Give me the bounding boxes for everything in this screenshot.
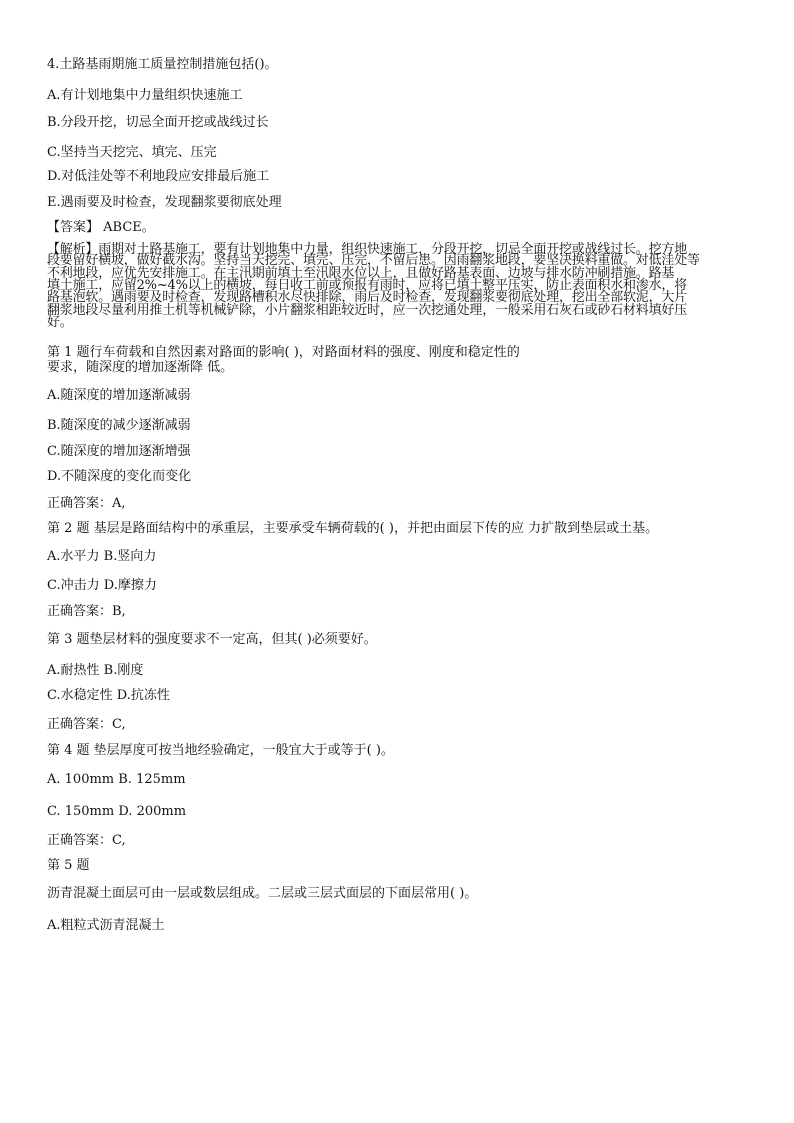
q4-options-line1: A. 100mm B. 125mm	[47, 772, 186, 787]
q5-title: 第 5 题	[47, 858, 90, 873]
q-prev-analysis-line: 填土施工，应留2%~4%以上的横坡，每日收工前或预报有雨时，应将已填土整平压实，防止表面积水和渗水，将	[47, 278, 687, 293]
q-prev-analysis-line: 翻浆地段尽量利用推土机等机械铲除，小片翻浆相距较近时，应一次挖通处理，一般采用石灰石或砂石材料填好压	[47, 303, 688, 318]
q4-answer: 正确答案：C,	[47, 833, 126, 848]
q1-option-b: B.随深度的减少逐渐减弱	[47, 418, 191, 433]
q1-option-a: A.随深度的增加逐渐减弱	[47, 388, 191, 403]
q-prev-option-d: D.对低洼处等不利地段应安排最后施工	[47, 169, 270, 184]
q-prev-option-c: C.坚持当天挖完、填完、压完	[47, 145, 217, 160]
q4-options-line2: C. 150mm D. 200mm	[47, 804, 187, 819]
q-prev-analysis-line: 不利地段，应优先安排施工。在主汛期前填土至汛限水位以上，且做好路基表面、边坡与排水防冲刷措施。路基	[47, 266, 675, 281]
q-prev-analysis-line: 好。	[47, 315, 73, 330]
q5-stem: 沥青混凝土面层可由一层或数层组成。二层或三层式面层的下面层常用( )。	[47, 886, 478, 901]
q3-answer: 正确答案：C,	[47, 717, 126, 732]
q2-options-line1: A.水平力 B.竖向力	[47, 549, 157, 564]
q2-stem: 第 2 题 基层是路面结构中的承重层，主要承受车辆荷载的( )，并把由面层下传的应 力扩散到垫层或土基。	[47, 521, 659, 536]
q2-options-line2: C.冲击力 D.摩擦力	[47, 578, 157, 593]
q2-answer: 正确答案：B,	[47, 604, 126, 619]
q3-options-line2: C.水稳定性 D.抗冻性	[47, 688, 170, 703]
q-prev-analysis-line: 路基泡软。遇雨要及时检查，发现路槽积水尽快排除，雨后及时检查，发现翻浆要彻底处理，挖出全部软泥，大片	[47, 290, 688, 305]
q-prev-option-e: E.遇雨要及时检查，发现翻浆要彻底处理	[47, 195, 282, 210]
q1-stem-line1: 第 1 题行车荷载和自然因素对路面的影响( )，对路面材料的强度、刚度和稳定性的	[47, 345, 520, 360]
q-prev-answer: 【答案】 ABCE。	[47, 220, 155, 235]
q4-stem: 第 4 题 垫层厚度可按当地经验确定，一般宜大于或等于( )。	[47, 743, 394, 758]
q1-option-d: D.不随深度的变化而变化	[47, 469, 192, 484]
q1-stem-line2: 要求，随深度的增加逐渐降 低。	[47, 360, 234, 375]
q-prev-option-b: B.分段开挖，切忌全面开挖或战线过长	[47, 115, 269, 130]
q-prev-analysis-line: 段要留好横坡，做好截水沟。坚持当天挖完、填完、压完，不留后患。因雨翻浆地段，要坚决换料重做。对低洼处等	[47, 253, 700, 268]
q1-option-c: C.随深度的增加逐渐增强	[47, 444, 191, 459]
q-prev-stem: 4.土路基雨期施工质量控制措施包括()。	[47, 57, 278, 72]
q-prev-option-a: A.有计划地集中力量组织快速施工	[47, 88, 243, 103]
q3-options-line1: A.耐热性 B.刚度	[47, 663, 144, 678]
q3-stem: 第 3 题垫层材料的强度要求不一定高，但其( )必须要好。	[47, 632, 377, 647]
q1-answer: 正确答案：A,	[47, 496, 126, 511]
q-prev-analysis-line: 【解析】雨期对土路基施工，要有计划地集中力量，组织快速施工，分段开挖，切忌全面开挖或战线过长。挖方地	[47, 242, 688, 257]
q5-option-a: A.粗粒式沥青混凝土	[47, 918, 165, 933]
